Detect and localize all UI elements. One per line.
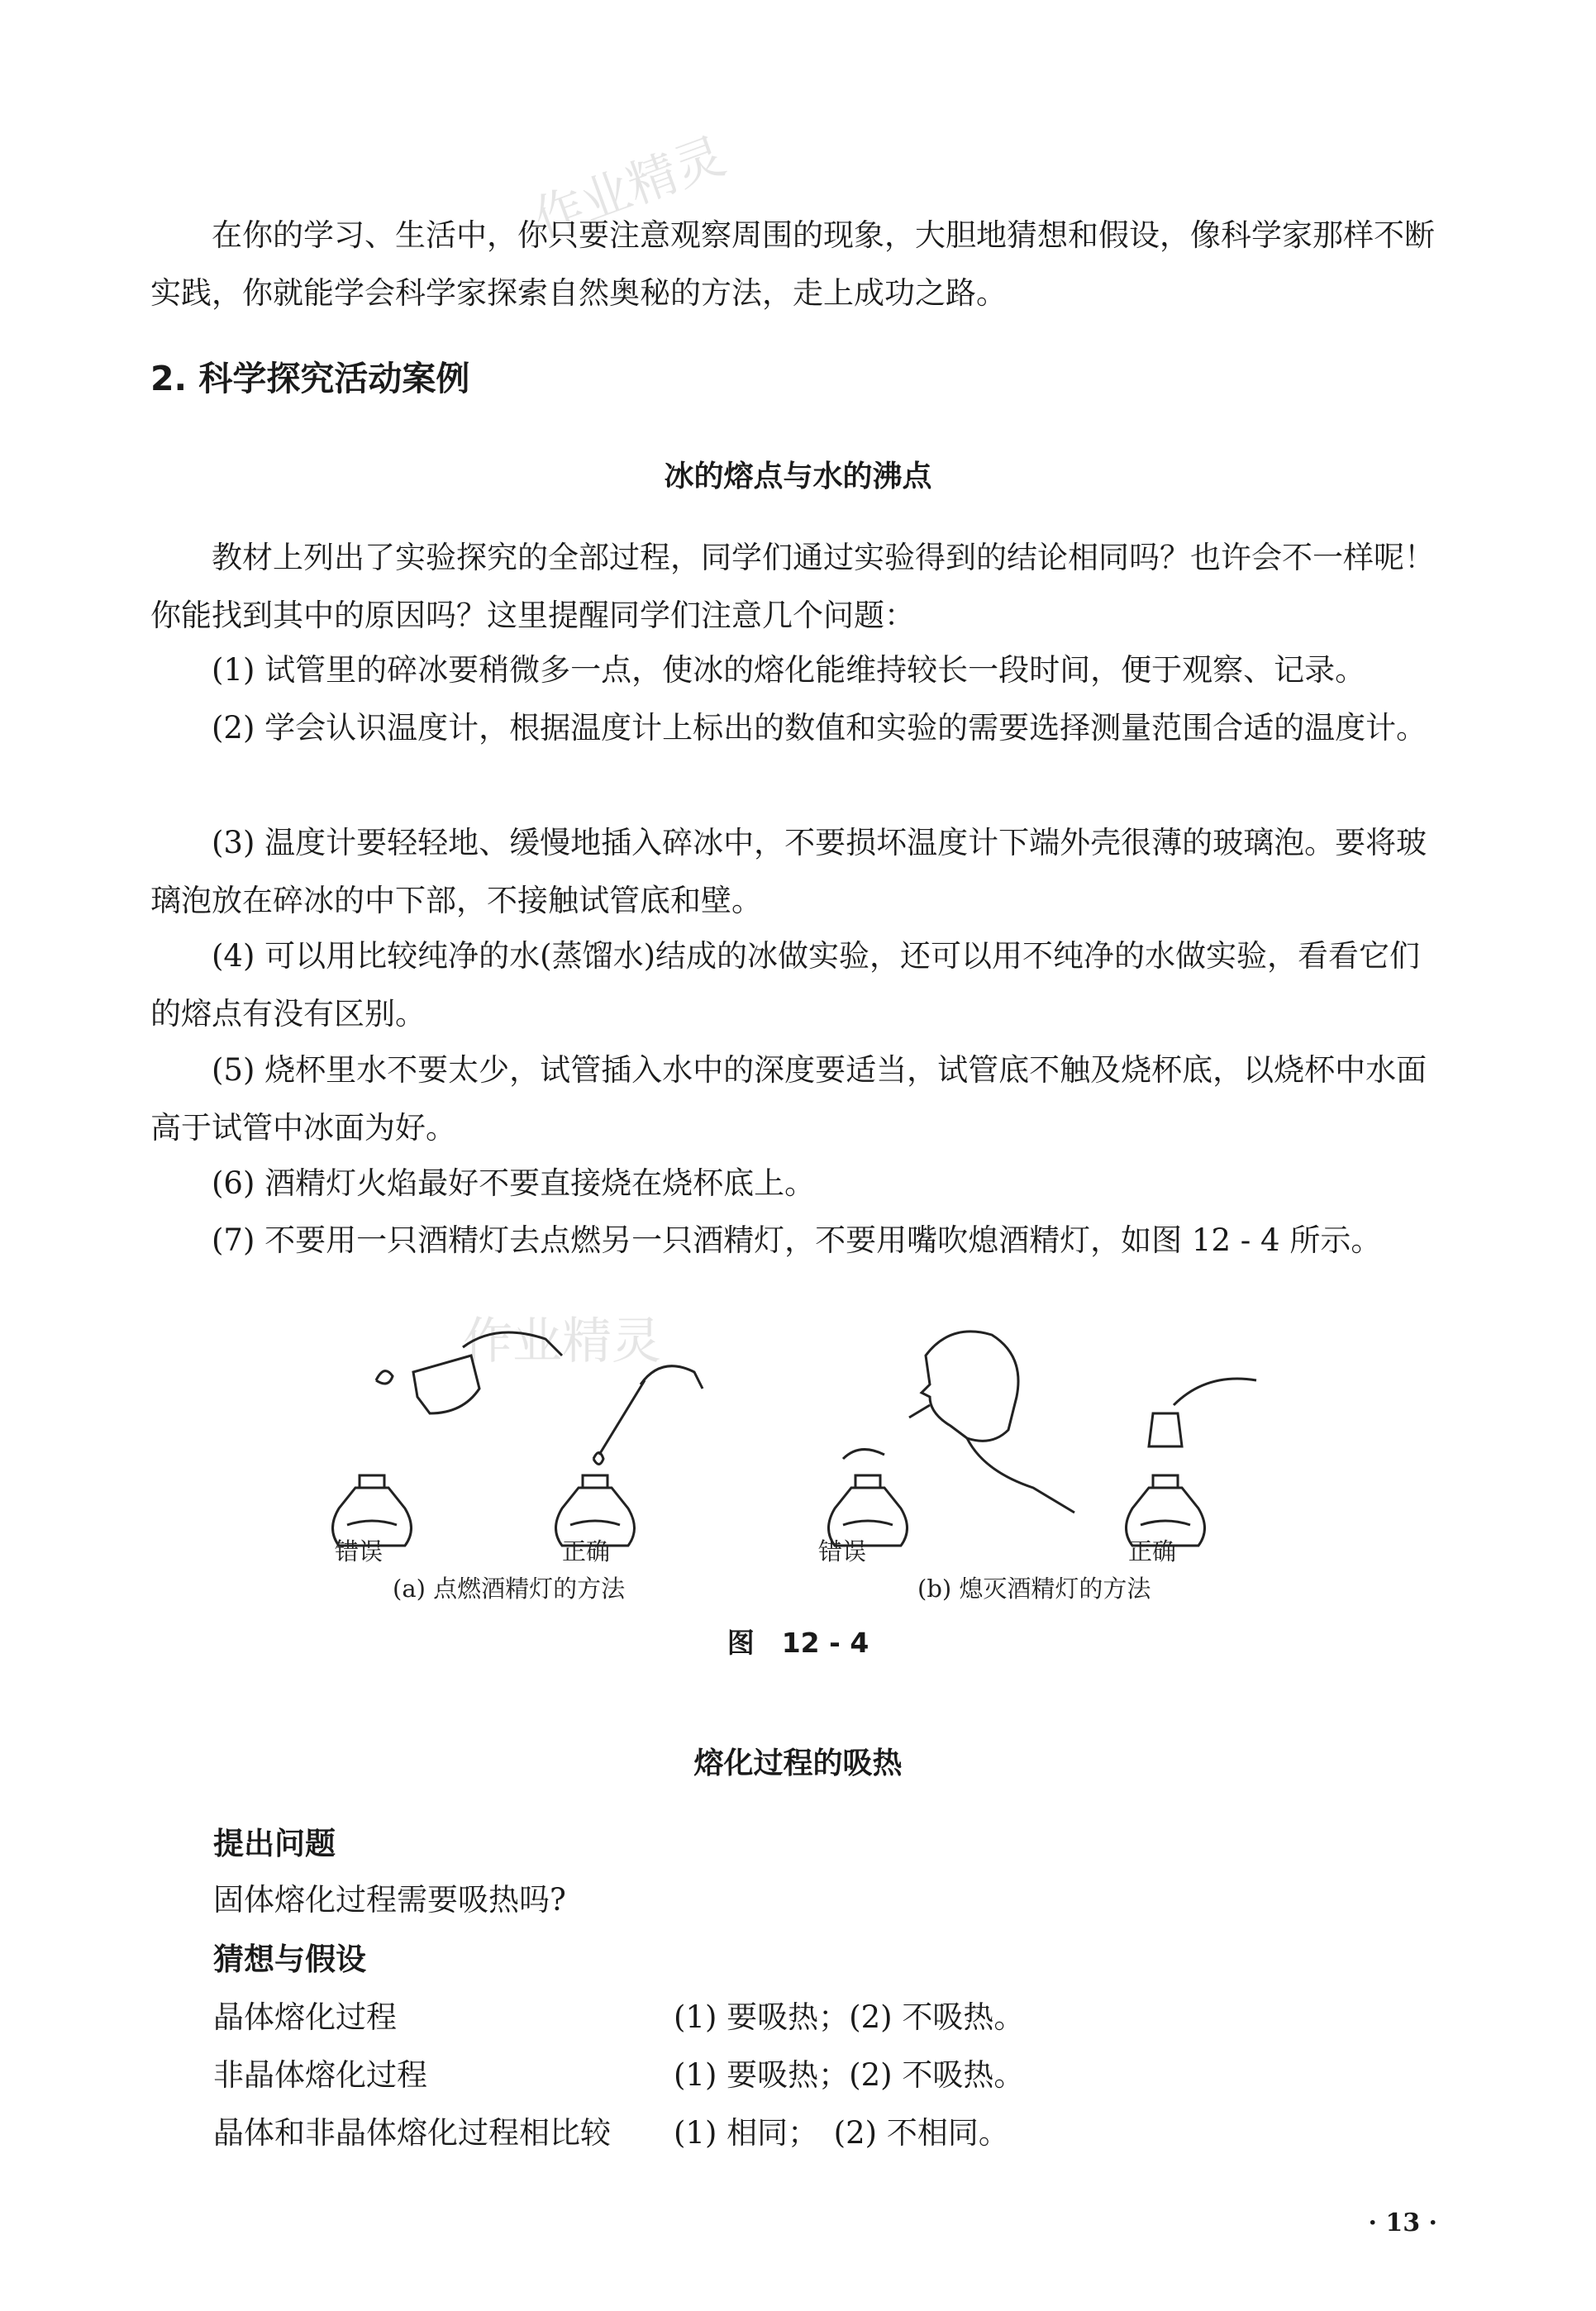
hypothesis-heading: 猜想与假设 [213,1942,366,1977]
page-number: · 13 · [1368,2209,1437,2237]
intro-paragraph: 在你的学习、生活中，你只要注意观察周围的现象，大胆地猜想和假设，像科学家那样不断实践，你就能学会科学家探索自然奥秘的方法，走上成功之路。 [150,217,1435,311]
hypothesis-options-1: (1) 要吸热；(2) 不吸热。 [674,1999,1025,2035]
label-right-b: 正确 [1128,1537,1177,1565]
case1-item-2: (2) 学会认识温度计，根据温度计上标出的数值和实验的需要选择测量范围合适的温度计。 [212,710,1427,746]
case1-item-5: (5) 烧杯里水不要太少，试管插入水中的深度要适当，试管底不触及烧杯底，以烧杯中水面高于试管中冰面为好。 [150,1052,1427,1146]
label-wrong-b: 错误 [818,1537,867,1565]
figure-title: 图 12 - 4 [727,1627,869,1659]
case2-title: 熔化过程的吸热 [693,1746,903,1780]
case1-item-4: (4) 可以用比较纯净的水(蒸馏水)结成的冰做实验，还可以用不纯净的水做实验，看看它们的熔点有没有区别。 [150,938,1421,1032]
alcohol-lamp-icon [1127,1379,1257,1546]
figure-12-4 [314,1322,1281,1620]
question-text: 固体熔化过程需要吸热吗? [213,1882,566,1918]
label-wrong-a: 错误 [335,1537,384,1565]
case1-intro: 教材上列出了实验探究的全部过程，同学们通过实验得到的结论相同吗？也许会不一样呢！你能找到其中的原因吗？这里提醒同学们注意几个问题： [150,540,1435,633]
hypothesis-subject-2: 非晶体熔化过程 [213,2057,427,2093]
case1-title: 冰的熔点与水的沸点 [664,460,932,493]
hypothesis-subject-1: 晶体熔化过程 [213,1999,397,2035]
watermark-figure: 作业精灵 [463,1313,661,1370]
alcohol-lamp-icon [829,1450,908,1546]
caption-b: (b) 熄灭酒精灯的方法 [917,1575,1151,1603]
case1-item-3: (3) 温度计要轻轻地、缓慢地插入碎冰中，不要损坏温度计下端外壳很薄的玻璃泡。要将玻璃泡放在碎冰的中下部，不接触试管底和壁。 [150,825,1427,918]
label-right-a: 正确 [562,1537,611,1565]
case1-item-7: (7) 不要用一只酒精灯去点燃另一只酒精灯，不要用嘴吹熄酒精灯，如图 12 - 4 所示。 [212,1222,1382,1258]
case1-item-1: (1) 试管里的碎冰要稍微多一点，使冰的熔化能维持较长一段时间，便于观察、记录。 [212,652,1366,688]
hypothesis-options-2: (1) 要吸热；(2) 不吸热。 [674,2057,1025,2093]
tilted-lamp-icon [376,1332,562,1413]
hypothesis-options-3: (1) 相同； (2) 不相同。 [674,2115,1009,2151]
hypothesis-subject-3: 晶体和非晶体熔化过程相比较 [213,2115,611,2151]
caption-a: (a) 点燃酒精灯的方法 [393,1575,626,1603]
section-heading: 2. 科学探究活动案例 [150,359,470,398]
watermark: 作业精灵 [526,126,733,250]
boy-head-icon [909,1332,1074,1513]
question-heading: 提出问题 [213,1826,336,1861]
case1-item-6: (6) 酒精灯火焰最好不要直接烧在烧杯底上。 [212,1165,816,1201]
alcohol-lamp-icon [556,1366,703,1546]
